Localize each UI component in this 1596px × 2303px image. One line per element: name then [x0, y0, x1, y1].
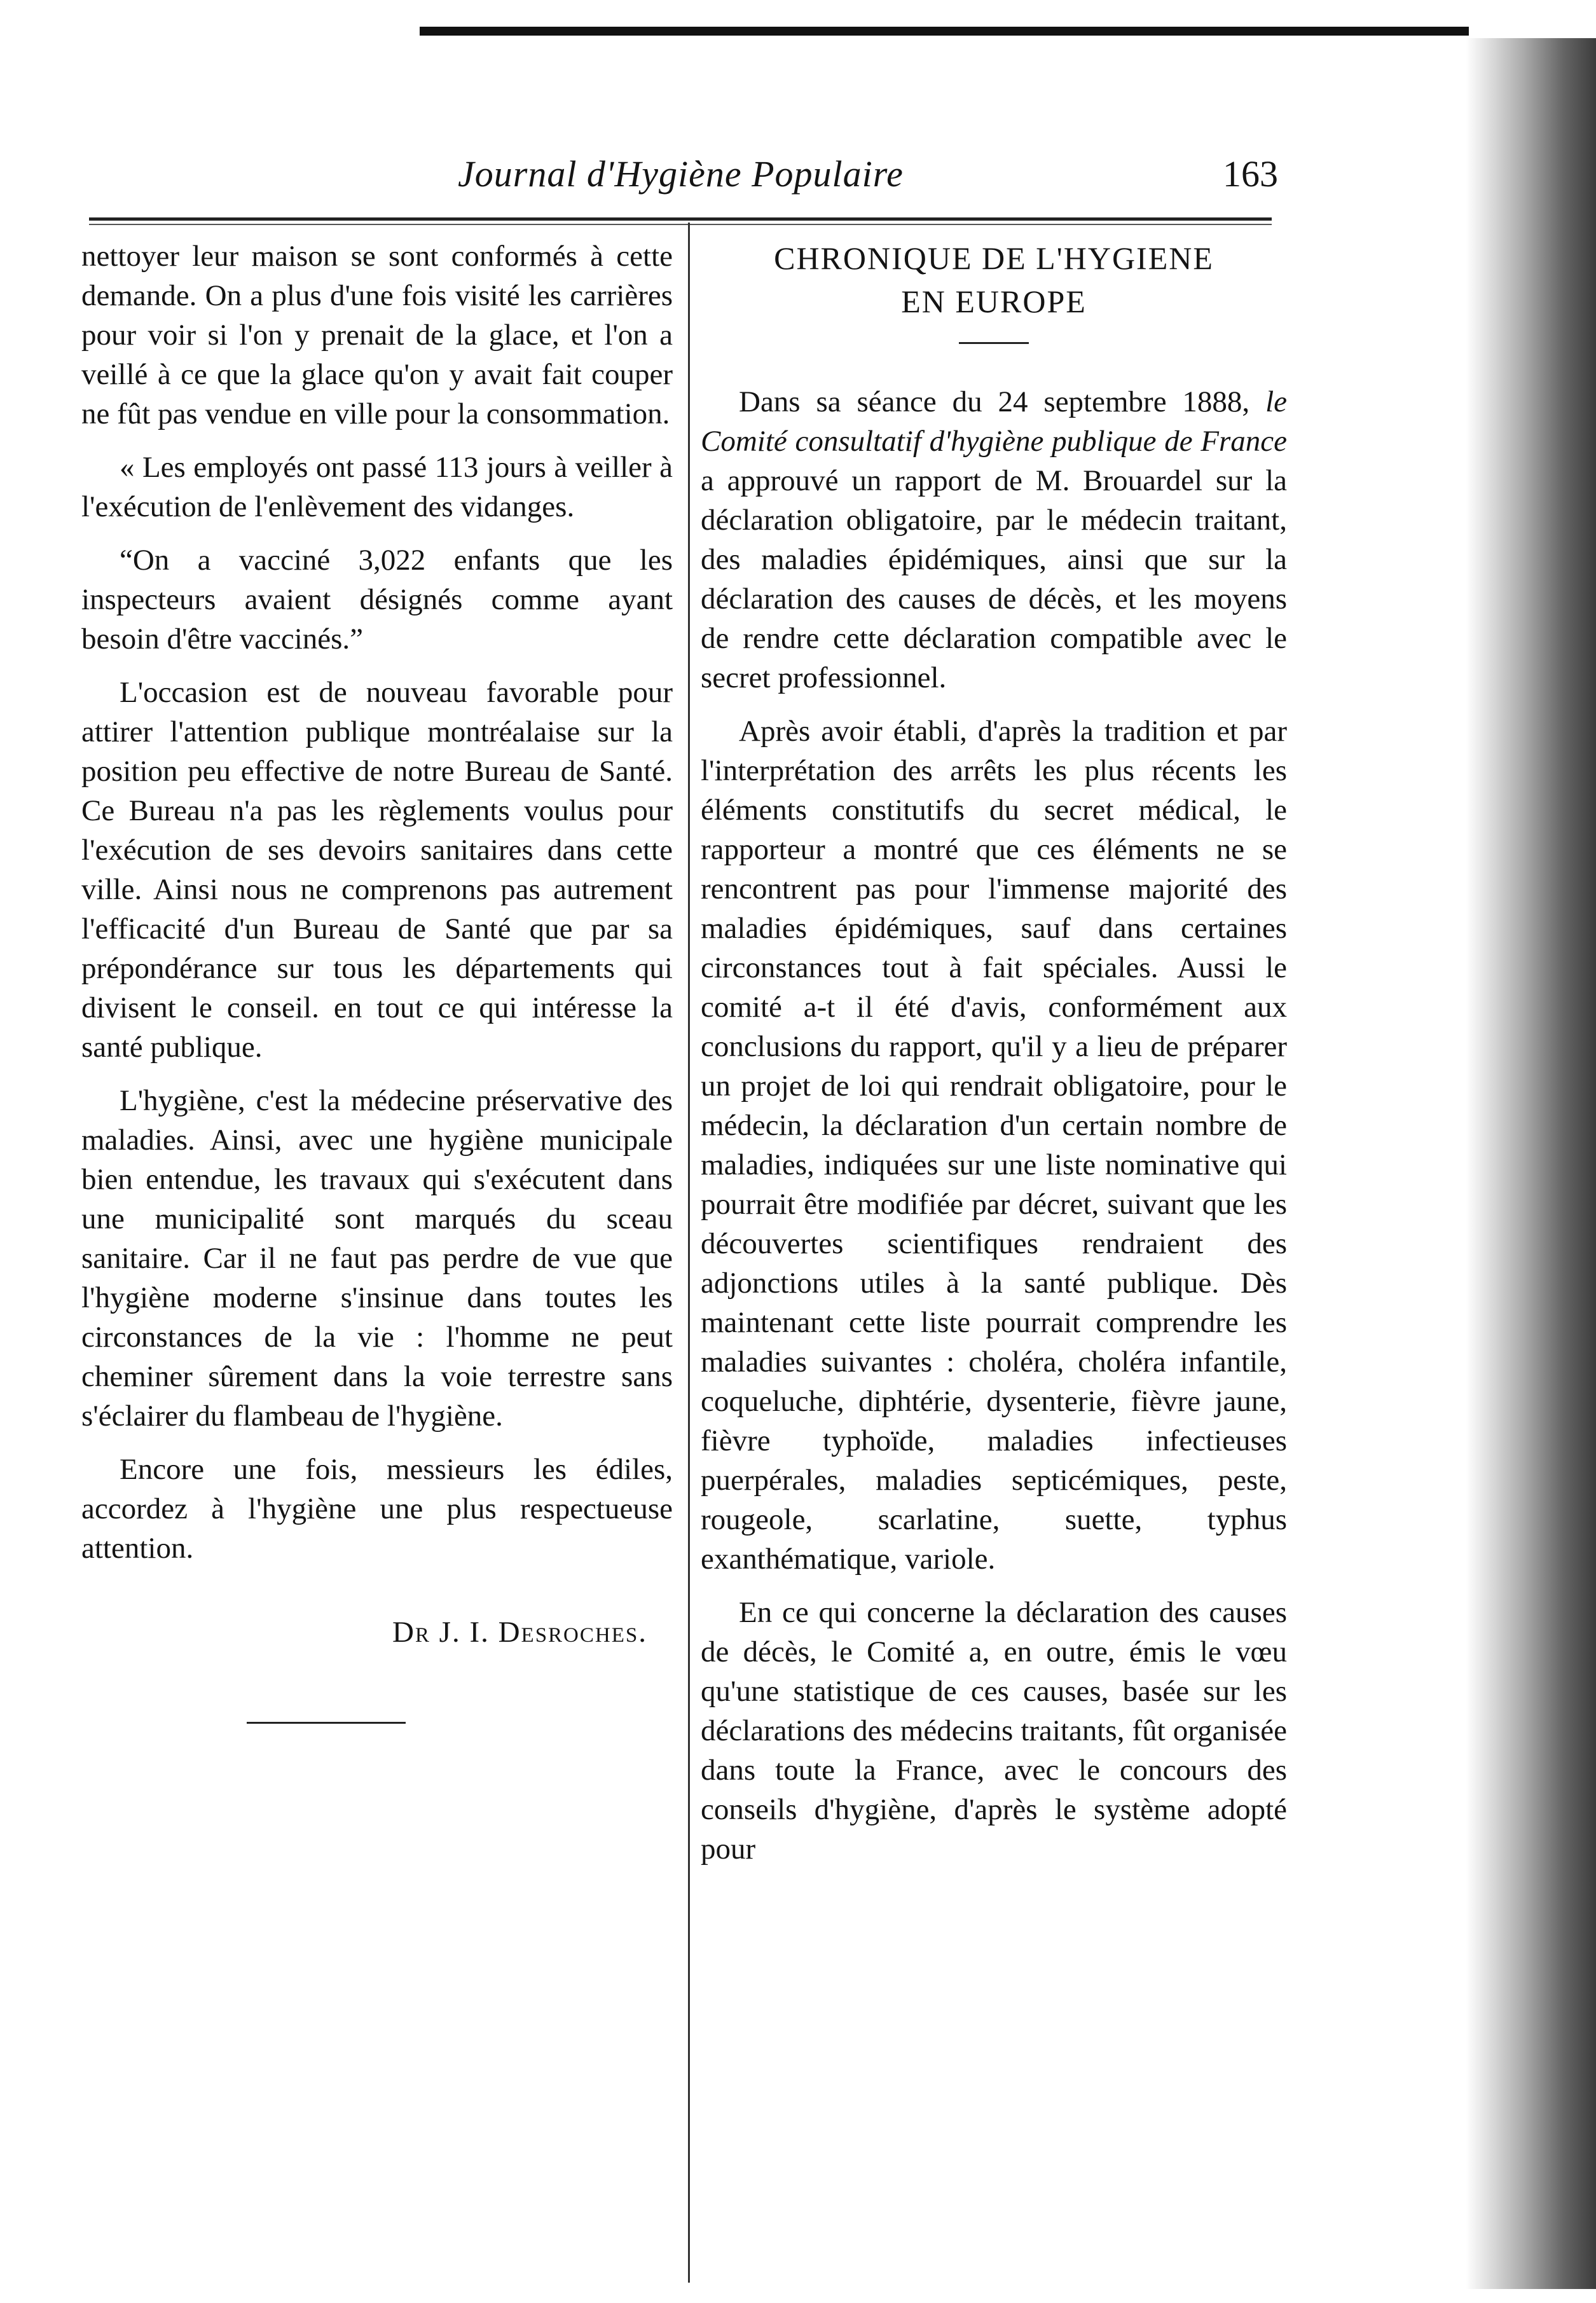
left-column	[81, 237, 673, 1724]
article-end-rule	[247, 1722, 406, 1724]
header-rule	[89, 217, 1272, 221]
paragraph: nettoyer leur maison se sont conformés à cette demande. On a plus d'une fois visité les carrières pour voir si l'on y prenait de la glace, et l'on a veillé à ce que la glace qu'on y avait fait couper ne fût pas vendue en ville pour la consommation.	[81, 240, 673, 430]
page-number: 163	[1223, 153, 1278, 195]
section-title-line-2: EN EUROPE	[901, 284, 1087, 319]
author-signature: Dr J. I. Desroches.	[392, 1616, 647, 1649]
right-column	[701, 237, 1287, 1883]
paragraph: Après avoir établi, d'après la tradition et par l'interprétation des arrêts les plus récents les éléments constitutifs du secret médical, le rapporteur a montré que ces éléments ne se rencontrent pas pour l'immense majorité des maladies épidémiques, sauf dans certaines circonstances tout à fait spéciales. Aussi le comité a-t il été d'avis, conformément aux conclusions du rapport, qu'il y a lieu de préparer un projet de loi qui rendrait obligatoire, pour le médecin, la déclaration d'un certain nombre de maladies, indiquées sur une liste nominative qui pourrait être modifiée par décret, suivant que les découvertes scientifiques rendraient des adjonctions utiles à la santé publique. Dès maintenant cette liste pourrait comprendre les maladies suivantes : choléra, choléra infantile, coqueluche, diphtérie, dysenterie, fièvre jaune, fièvre typhoïde, maladies infectieuses puerpérales, maladies septicémiques, peste, rougeole, scarlatine, suette, typhus exanthématique, variole.	[701, 715, 1287, 1576]
text-run: a approuvé un rapport de M. Brouardel sur la déclaration obligatoire, par le médecin traitant, des maladies épidémiques, ainsi que sur la déclaration des causes de décès, et les moyens de rendre cette déclaration compatible avec le secret professionnel.	[701, 464, 1287, 694]
paragraph: En ce qui concerne la déclaration des causes de décès, le Comité a, en outre, émis le vœu qu'une statistique de ces causes, basée sur les déclarations des médecins traitants, fût organisée dans toute la France, avec le concours des conseils d'hygiène, d'après le système adopté pour	[701, 1596, 1287, 1866]
paragraph: « Les employés ont passé 113 jours à veiller à l'exécution de l'enlèvement des vidanges.	[81, 451, 673, 523]
paragraph: “On a vacciné 3,022 enfants que les inspecteurs avaient désignés comme ayant besoin d'être vaccinés.”	[81, 544, 673, 656]
paragraph: L'hygiène, c'est la médecine préservative des maladies. Ainsi, avec une hygiène municipale bien entendue, les travaux qui s'exécutent dans une municipalité sont marqués du sceau sanitaire. Car il ne faut pas perdre de vue que l'hygiène moderne s'insinue dans toutes les circonstances de la vie : l'homme ne peut cheminer sûrement dans la voie terrestre sans s'éclairer du flambeau de l'hygiène.	[81, 1084, 673, 1433]
header-rule-thin	[89, 224, 1272, 225]
italic-text-run: le Comité consultatif d'hygiène publique de France	[701, 385, 1287, 458]
column-divider	[688, 223, 690, 2283]
title-dash	[959, 342, 1029, 344]
text-run: Dans sa séance du 24 septembre 1888,	[739, 385, 1266, 418]
section-title-line-1: CHRONIQUE DE L'HYGIENE	[774, 240, 1214, 276]
top-scan-rule	[420, 27, 1469, 36]
paragraph	[701, 382, 1287, 698]
paragraph: L'occasion est de nouveau favorable pour attirer l'attention publique montréalaise sur la position peu effective de notre Bureau de Santé. Ce Bureau n'a pas les règlements voulus pour l'exécution de ses devoirs sanitaires dans cette ville. Ainsi nous ne comprenons pas autrement l'efficacité d'un Bureau de Santé que par sa prépondérance sur tous les départements qui divisent le conseil. en tout ce qui intéresse la santé publique.	[81, 676, 673, 1064]
paragraph: Encore une fois, messieurs les édiles, accordez à l'hygiène une plus respectueuse attention.	[81, 1453, 673, 1565]
section-title	[701, 237, 1287, 323]
page-header	[458, 153, 1278, 203]
scan-edge-shadow	[1466, 38, 1596, 2289]
running-title: Journal d'Hygiène Populaire	[458, 153, 904, 195]
